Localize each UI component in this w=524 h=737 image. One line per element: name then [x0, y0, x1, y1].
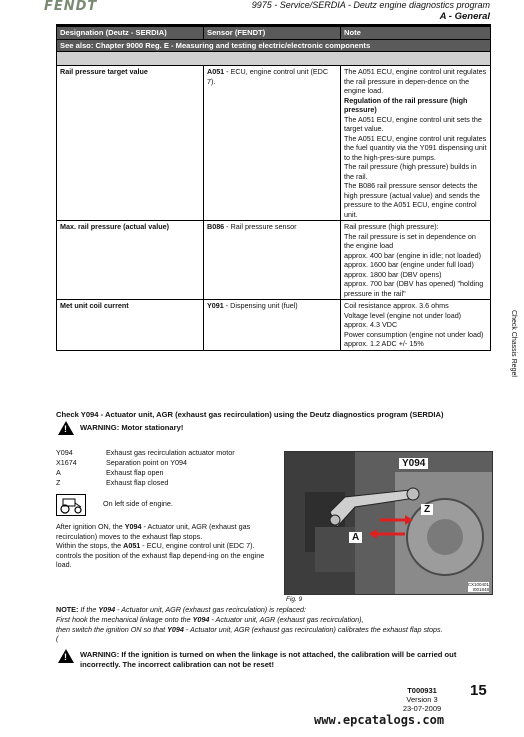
- legend: [56, 448, 235, 488]
- col-header-note: Note: [341, 27, 491, 40]
- see-also-row: [57, 39, 491, 52]
- note-cell: The A051 ECU, engine control unit regulates the rail pressure in depen-dence on the engine load. Regulation of the rail pressure (high pressure) The A051 ECU, engine control unit sets the target value. The A051 ECU, engine control unit regulates the fuel quantity via the Y091 dispensing unit to the high-pres-sure pumps. The rail pressure (high pressure) builds in the rail. The B086 rail pressure sensor detects the high pressure (actual value) and sends the pressure to the A051 ECU, engine control unit.: [341, 66, 491, 221]
- warning-icon: [58, 421, 74, 435]
- legend-row: Y094 Exhaust gas recirculation actuator motor: [56, 448, 235, 457]
- warning-motor-stationary: WARNING: Motor stationary!: [80, 423, 184, 432]
- footer-doc: T000931 Version 3 23-07-2009: [402, 686, 442, 713]
- sensor-cell: B086 - Rail pressure sensor: [204, 221, 341, 300]
- table-row: [57, 300, 491, 351]
- table-header-row: [57, 27, 491, 40]
- sensor-cell: A051 - ECU, engine control unit (EDC 7).: [204, 66, 341, 221]
- tractor-icon: [56, 494, 86, 516]
- tractor-note: On left side of engine.: [103, 499, 173, 508]
- check-heading: Check Y094 - Actuator unit, AGR (exhaust gas recirculation) using the Deutz diagnostics program (SERDIA): [56, 410, 444, 419]
- spacer-row: [57, 52, 491, 66]
- fendt-logo: FENDT: [44, 0, 98, 14]
- warning-icon: [58, 649, 74, 663]
- warning-calibration: WARNING: If the ignition is turned on when the linkage is not attached, the calibration will be carried out incorrectly. The incorrect calibration can not be reset!: [80, 650, 457, 669]
- spec-table: [56, 26, 491, 351]
- label-z: Z: [421, 504, 433, 515]
- body-paragraph: After ignition ON, the Y094 - Actuator unit, AGR (exhaust gas recirculation) moves to the exhaust flap stops. Within the stops, the A051 - ECU, engine control unit (EDC 7). controls the position of the exhaust flap depend-ing on the engine load.: [56, 522, 265, 570]
- label-y094: Y094: [399, 458, 428, 469]
- table-row: [57, 221, 491, 300]
- col-header-designation: Designation (Deutz - SERDIA): [57, 27, 204, 40]
- legend-row: Z Exhaust flap closed: [56, 478, 169, 487]
- page-number: 15: [470, 682, 487, 699]
- watermark-url: www.epcatalogs.com: [314, 713, 445, 727]
- side-tab: Check Chassis Regel: [510, 310, 517, 377]
- label-a: A: [349, 532, 362, 543]
- figure-caption: Fig. 9: [286, 596, 303, 603]
- section-title: A - General: [439, 11, 490, 22]
- engine-photo: [284, 451, 493, 595]
- legend-row: A Exhaust flap open: [56, 468, 164, 477]
- see-also-text: See also: Chapter 9000 Reg. E - Measuring and testing electric/electronic components: [57, 39, 491, 52]
- note-cell: Coil resistance approx. 3.6 ohms Voltage level (engine not under load) approx. 4.3 VDC Power consumption (engine not under load) approx. 1.2 ADC +/- 15%: [341, 300, 491, 351]
- table-row: [57, 66, 491, 221]
- designation-cell: Rail pressure target value: [57, 66, 204, 221]
- col-header-sensor: Sensor (FENDT): [204, 27, 341, 40]
- note-subheading: Regulation of the rail pressure (high pressure): [344, 95, 468, 114]
- note-block: NOTE: If the Y094 - Actuator unit, AGR (exhaust gas recirculation) is replaced: First hook the mechanical linkage onto the Y094 - Actuator unit, AGR (exhaust gas recirculation), then switch the ignition ON so that Y094 - Actuator unit, AGR (exhaust gas recirculation) calibrates the exhaust flap stops. (: [56, 605, 443, 644]
- designation-cell: Met unit coil current: [57, 300, 204, 351]
- sensor-cell: Y091 - Dispensing unit (fuel): [204, 300, 341, 351]
- note-cell: Rail pressure (high pressure): The rail pressure is set in dependence on the engine load approx. 400 bar (engine in idle; not loaded) approx. 1600 bar (engine under full load) approx. 1800 bar (DBV opens) approx. 700 bar (DBV has opened) "holding pressure in the rail": [341, 221, 491, 300]
- legend-row: X1674 Separation point on Y094: [56, 458, 187, 467]
- figure-ref: CX100401 I001848: [467, 582, 489, 592]
- designation-cell: Max. rail pressure (actual value): [57, 221, 204, 300]
- service-line: 9975 - Service/SERDIA - Deutz engine diagnostics program: [251, 0, 490, 10]
- page-header: [252, 0, 490, 22]
